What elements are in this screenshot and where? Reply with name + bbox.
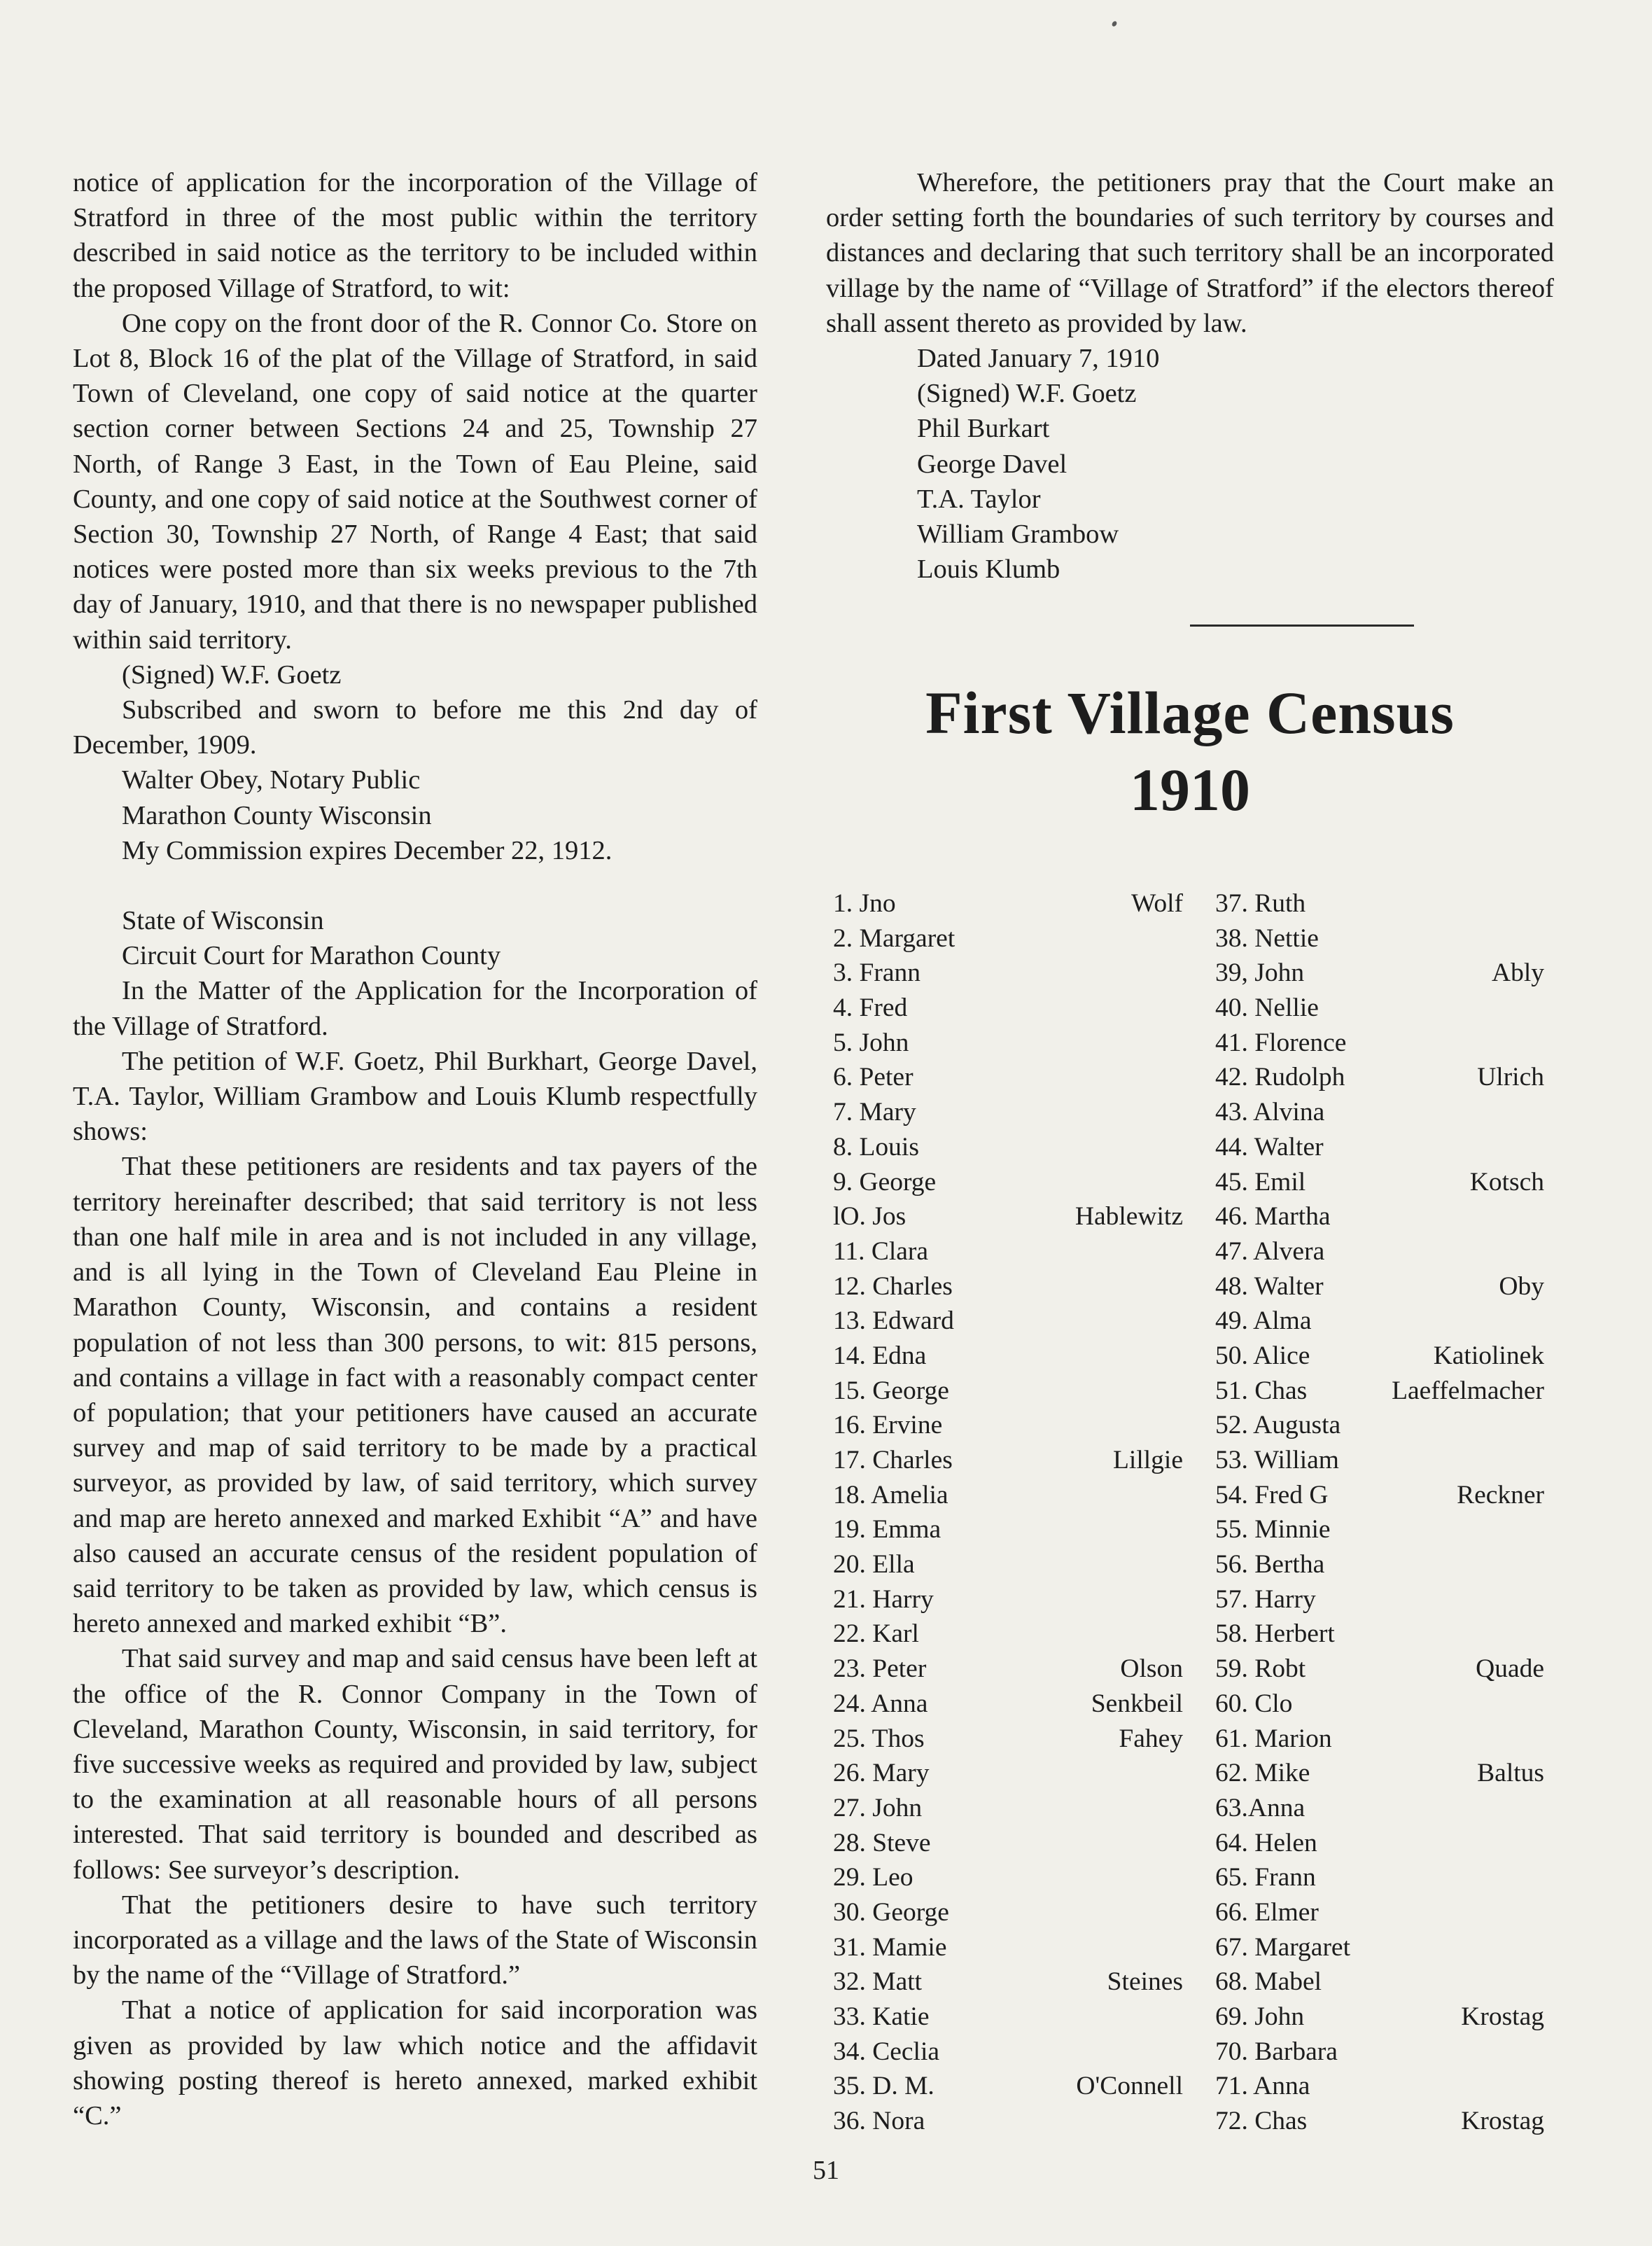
census-entry bbox=[1215, 1895, 1544, 1930]
section-divider bbox=[1190, 625, 1414, 627]
paragraph-survey-map: That said survey and map and said census have been left at the office of the R. Connor Company in the Town of Cleveland, Marathon County, Wisconsin, in said territory, for five successive weeks as required and provided by law, subject to the examination at all reasonable hours of all persons interested. That said territory is bounded and described as follows: See surveyor’s description. bbox=[73, 1644, 757, 1885]
paragraph-notice-given: That a notice of application for said incorporation was given as provided by law which notice and the affidavit showing posting thereof is hereto annexed, marked exhibit “C.” bbox=[73, 1995, 757, 2130]
census-given-name: 53. William bbox=[1215, 1446, 1339, 1474]
census-given-name: 45. Emil bbox=[1215, 1167, 1306, 1197]
census-surname bbox=[1022, 1095, 1183, 1130]
census-given-name: 54. Fred G bbox=[1215, 1480, 1329, 1509]
census-entry bbox=[833, 1756, 1183, 1791]
census-given-name: 41. Florence bbox=[1215, 1028, 1347, 1057]
census-given-name: 27. John bbox=[833, 1793, 923, 1822]
census-given-name: 30. George bbox=[833, 1897, 949, 1927]
census-given-name: 36. Nora bbox=[833, 2107, 925, 2136]
census-entry bbox=[833, 1060, 1183, 1095]
census-given-name: 32. Matt bbox=[833, 1967, 923, 1997]
signer-line: Phil Burkart bbox=[917, 414, 1050, 444]
census-given-name: 26. Mary bbox=[833, 1759, 930, 1788]
census-surname bbox=[1022, 956, 1183, 991]
census-entry bbox=[1215, 2104, 1544, 2139]
census-given-name: 12. Charles bbox=[833, 1271, 953, 1301]
census-surname bbox=[1022, 1617, 1183, 1652]
census-surname: Fahey bbox=[1119, 1724, 1183, 1753]
census-given-name: 19. Emma bbox=[833, 1515, 941, 1544]
census-entry bbox=[833, 1165, 1183, 1200]
census-surname bbox=[1362, 2069, 1544, 2104]
census-surname: Olson bbox=[1120, 1654, 1183, 1684]
census-surname bbox=[1362, 1617, 1544, 1652]
census-given-name: 14. Edna bbox=[833, 1341, 927, 1370]
census-surname: Laeffelmacher bbox=[1392, 1376, 1544, 1405]
census-given-name: lO. Jos bbox=[833, 1202, 906, 1232]
census-surname: Krostag bbox=[1461, 2002, 1544, 2031]
census-surname bbox=[1362, 1791, 1544, 1826]
census-surname bbox=[1022, 1895, 1183, 1930]
census-surname bbox=[1362, 1512, 1544, 1547]
census-entry bbox=[1215, 1165, 1544, 1200]
census-entry bbox=[833, 2104, 1183, 2139]
census-entry bbox=[833, 1199, 1183, 1234]
census-surname bbox=[1362, 1547, 1544, 1582]
census-entry bbox=[1215, 1339, 1544, 1374]
signer-line: Louis Klumb bbox=[917, 554, 1060, 585]
census-entry bbox=[833, 1860, 1183, 1895]
census-given-name: 50. Alice bbox=[1215, 1341, 1310, 1370]
census-entry bbox=[1215, 1478, 1544, 1513]
state-heading: State of Wisconsin bbox=[122, 906, 324, 936]
census-surname bbox=[1022, 2104, 1183, 2139]
census-entry bbox=[1215, 2000, 1544, 2035]
census-given-name: 72. Chas bbox=[1215, 2107, 1308, 2136]
census-given-name: 43. Alvina bbox=[1215, 1098, 1325, 1127]
census-entry bbox=[833, 1930, 1183, 1965]
census-given-name: 66. Elmer bbox=[1215, 1897, 1319, 1927]
court-heading: Circuit Court for Marathon County bbox=[122, 941, 501, 971]
census-entry bbox=[1215, 1965, 1544, 2000]
census-given-name: 48. Walter bbox=[1215, 1271, 1324, 1301]
census-surname bbox=[1362, 1130, 1544, 1165]
left-text-column bbox=[73, 165, 757, 2133]
census-given-name: 15. George bbox=[833, 1376, 949, 1405]
census-given-name: 64. Helen bbox=[1215, 1828, 1317, 1857]
census-given-name: 71. Anna bbox=[1215, 2072, 1310, 2101]
census-entry bbox=[1215, 1687, 1544, 1722]
census-surname: Baltus bbox=[1477, 1759, 1544, 1788]
census-given-name: 20. Ella bbox=[833, 1550, 915, 1579]
census-entry bbox=[1215, 886, 1544, 921]
notary-name: Walter Obey, Notary Public bbox=[122, 765, 421, 795]
page-number: 51 bbox=[813, 2156, 839, 2185]
census-entry bbox=[833, 991, 1183, 1026]
census-entry bbox=[1215, 1199, 1544, 1234]
notary-commission: My Commission expires December 22, 1912. bbox=[122, 835, 612, 865]
census-given-name: 56. Bertha bbox=[1215, 1550, 1325, 1579]
census-given-name: 23. Peter bbox=[833, 1654, 927, 1684]
census-given-name: 13. Edward bbox=[833, 1306, 954, 1336]
census-given-name: 67. Margaret bbox=[1215, 1932, 1350, 1962]
census-entry bbox=[833, 1478, 1183, 1513]
census-surname bbox=[1362, 1408, 1544, 1443]
census-list-right bbox=[1215, 886, 1544, 2139]
census-given-name: 39, John bbox=[1215, 958, 1305, 988]
census-surname bbox=[1022, 1582, 1183, 1617]
census-surname bbox=[1022, 1130, 1183, 1165]
census-entry bbox=[1215, 1512, 1544, 1547]
census-title: First Village Census bbox=[925, 679, 1455, 746]
census-entry bbox=[833, 1895, 1183, 1930]
census-given-name: 2. Margaret bbox=[833, 923, 955, 953]
signature-goetz: (Signed) W.F. Goetz bbox=[122, 660, 342, 690]
census-entry bbox=[1215, 1234, 1544, 1269]
census-surname bbox=[1022, 1339, 1183, 1374]
census-surname: Steines bbox=[1107, 1967, 1183, 1997]
census-given-name: 9. George bbox=[833, 1167, 937, 1197]
census-entry bbox=[833, 2000, 1183, 2035]
census-surname bbox=[1022, 1374, 1183, 1409]
census-given-name: 57. Harry bbox=[1215, 1584, 1316, 1614]
census-entry bbox=[833, 1130, 1183, 1165]
census-surname bbox=[1022, 1165, 1183, 1200]
census-entry bbox=[833, 921, 1183, 956]
census-surname bbox=[1022, 1512, 1183, 1547]
census-entry bbox=[833, 1026, 1183, 1061]
census-given-name: 52. Augusta bbox=[1215, 1411, 1341, 1440]
census-entry bbox=[833, 1965, 1183, 2000]
census-entry bbox=[1215, 956, 1544, 991]
census-entry bbox=[833, 1234, 1183, 1269]
census-given-name: 3. Frann bbox=[833, 958, 920, 988]
census-entry bbox=[1215, 2035, 1544, 2070]
census-entry bbox=[1215, 991, 1544, 1026]
census-given-name: 25. Thos bbox=[833, 1724, 925, 1753]
census-surname: Reckner bbox=[1457, 1480, 1544, 1509]
census-given-name: 70. Barbara bbox=[1215, 2037, 1338, 2066]
census-given-name: 31. Mamie bbox=[833, 1932, 947, 1962]
census-given-name: 29. Leo bbox=[833, 1863, 913, 1892]
census-surname bbox=[1362, 1860, 1544, 1895]
paragraph-petition: The petition of W.F. Goetz, Phil Burkhart, George Davel, T.A. Taylor, William Grambow and Louis Klumb respectfully shows: bbox=[73, 1046, 757, 1147]
census-surname bbox=[1022, 1269, 1183, 1304]
census-given-name: 16. Ervine bbox=[833, 1411, 943, 1440]
print-speck bbox=[1111, 20, 1118, 27]
census-surname: Kotsch bbox=[1469, 1167, 1544, 1197]
census-entry bbox=[833, 956, 1183, 991]
census-given-name: 58. Herbert bbox=[1215, 1619, 1335, 1649]
census-entry bbox=[1215, 2069, 1544, 2104]
census-given-name: 40. Nellie bbox=[1215, 993, 1319, 1023]
signer-line: T.A. Taylor bbox=[917, 484, 1041, 514]
census-entry bbox=[1215, 1826, 1544, 1861]
census-entry bbox=[833, 1652, 1183, 1687]
census-given-name: 62. Mike bbox=[1215, 1759, 1310, 1788]
census-surname bbox=[1022, 1756, 1183, 1791]
census-entry bbox=[833, 1304, 1183, 1339]
census-entry bbox=[1215, 1443, 1544, 1478]
paragraph-residents: That these petitioners are residents and tax payers of the territory hereinafter described; that said territory is not less than one half mile in area and is not included in any village, and is all lying in the Town of Cleveland Eau Pleine in Marathon County, Wisconsin, and contains a resident population of not less than 300 persons, to wit: 815 persons, and contains a village in fact with a reasonably compact center of population; that your petitioners have caused an accurate survey and map of said territory to be made by a practical surveyor, as provided by law, of said territory, which survey and map are hereto annexed and marked Exhibit “A” and have also caused an accurate census of the resident population of said territory to be taken as provided by law, which census is hereto annexed and marked exhibit “B”. bbox=[73, 1152, 757, 1639]
census-given-name: 55. Minnie bbox=[1215, 1515, 1331, 1544]
census-given-name: 21. Harry bbox=[833, 1584, 934, 1614]
signer-line: George Davel bbox=[917, 449, 1068, 479]
census-entry bbox=[1215, 921, 1544, 956]
census-entry bbox=[1215, 1095, 1544, 1130]
census-entry bbox=[1215, 1930, 1544, 1965]
census-given-name: 35. D. M. bbox=[833, 2072, 934, 2101]
census-surname bbox=[1362, 991, 1544, 1026]
census-entry bbox=[1215, 1026, 1544, 1061]
paragraph-notice-intro: notice of application for the incorporation of the Village of Stratford in three of the most public within the territory described in said notice as the territory to be included within the proposed Village of Stratford, to wit: bbox=[73, 168, 757, 303]
census-surname bbox=[1022, 1826, 1183, 1861]
census-surname: Quade bbox=[1476, 1654, 1544, 1684]
census-given-name: 6. Peter bbox=[833, 1063, 913, 1092]
census-surname bbox=[1022, 1408, 1183, 1443]
census-given-name: 65. Frann bbox=[1215, 1863, 1316, 1892]
census-given-name: 37. Ruth bbox=[1215, 889, 1306, 918]
census-surname: Krostag bbox=[1461, 2107, 1544, 2136]
census-entry bbox=[833, 1791, 1183, 1826]
census-surname bbox=[1362, 1895, 1544, 1930]
right-text-column bbox=[826, 165, 1554, 587]
signer-line: William Grambow bbox=[917, 519, 1119, 550]
census-surname bbox=[1362, 1965, 1544, 2000]
census-entry bbox=[833, 1095, 1183, 1130]
census-surname bbox=[1022, 1791, 1183, 1826]
census-surname bbox=[1022, 1547, 1183, 1582]
census-entry bbox=[1215, 1860, 1544, 1895]
census-entry bbox=[833, 1269, 1183, 1304]
census-given-name: 47. Alvera bbox=[1215, 1236, 1325, 1266]
census-surname bbox=[1022, 921, 1183, 956]
census-surname bbox=[1022, 2035, 1183, 2070]
census-surname bbox=[1362, 886, 1544, 921]
census-surname bbox=[1362, 1722, 1544, 1757]
census-given-name: 28. Steve bbox=[833, 1828, 931, 1857]
census-year: 1910 bbox=[1130, 756, 1250, 823]
census-given-name: 59. Robt bbox=[1215, 1654, 1306, 1684]
census-given-name: 8. Louis bbox=[833, 1132, 919, 1162]
census-surname bbox=[1022, 1860, 1183, 1895]
census-given-name: 69. John bbox=[1215, 2002, 1305, 2031]
census-entry bbox=[1215, 1304, 1544, 1339]
census-given-name: 63.Anna bbox=[1215, 1793, 1306, 1822]
census-surname bbox=[1022, 991, 1183, 1026]
census-surname: O'Connell bbox=[1076, 2072, 1183, 2101]
census-entry bbox=[833, 886, 1183, 921]
matter-heading: In the Matter of the Application for the Incorporation of the Village of Stratford. bbox=[73, 976, 757, 1041]
census-given-name: 1. Jno bbox=[833, 889, 896, 918]
census-surname bbox=[1022, 1060, 1183, 1095]
census-entry bbox=[1215, 1756, 1544, 1791]
census-entry bbox=[1215, 1547, 1544, 1582]
dated-line: Dated January 7, 1910 bbox=[917, 344, 1160, 374]
census-surname bbox=[1362, 1582, 1544, 1617]
census-entry bbox=[1215, 1582, 1544, 1617]
census-given-name: 7. Mary bbox=[833, 1098, 916, 1127]
paragraph-wherefore: Wherefore, the petitioners pray that the Court make an order setting forth the boundaries of such territory by courses and distances and declaring that such territory shall be an incorporated village by the name of “Village of Stratford” if the electors thereof shall assent thereto as provided by law. bbox=[826, 168, 1554, 338]
census-surname bbox=[1362, 921, 1544, 956]
census-given-name: 24. Anna bbox=[833, 1689, 928, 1718]
census-given-name: 17. Charles bbox=[833, 1446, 953, 1474]
census-surname: Ulrich bbox=[1477, 1063, 1544, 1092]
census-given-name: 18. Amelia bbox=[833, 1480, 948, 1509]
census-given-name: 51. Chas bbox=[1215, 1376, 1308, 1405]
census-entry bbox=[833, 1374, 1183, 1409]
census-entry bbox=[833, 1512, 1183, 1547]
census-given-name: 68. Mabel bbox=[1215, 1967, 1322, 1997]
census-list-left bbox=[833, 886, 1183, 2139]
signer-line: (Signed) W.F. Goetz bbox=[917, 379, 1137, 409]
census-surname bbox=[1362, 1443, 1544, 1478]
census-surname bbox=[1362, 1687, 1544, 1722]
census-given-name: 60. Clo bbox=[1215, 1689, 1293, 1718]
census-surname bbox=[1022, 1026, 1183, 1061]
paragraph-incorporate: That the petitioners desire to have such territory incorporated as a village and the laws of the State of Wisconsin by the name of the “Village of Stratford.” bbox=[73, 1890, 757, 1990]
census-surname bbox=[1022, 2000, 1183, 2035]
census-given-name: 34. Ceclia bbox=[833, 2037, 940, 2066]
paragraph-posting-locations: One copy on the front door of the R. Connor Co. Store on Lot 8, Block 16 of the plat of the Village of Stratford, in said Town of Cleveland, one copy of said notice at the quarter section corner between Sections 24 and 25, Township 27 North, of Range 3 East, in the Town of Eau Pleine, said County, and one copy of said notice at the Southwest corner of Section 30, Township 27 North, of Range 4 East; that said notices were posted more than six weeks previous to the 7th day of January, 1910, and that there is no newspaper published within said territory. bbox=[73, 308, 757, 655]
census-surname bbox=[1022, 1304, 1183, 1339]
census-entry bbox=[833, 1443, 1183, 1478]
census-entry bbox=[833, 1722, 1183, 1757]
census-surname: Ably bbox=[1492, 958, 1544, 988]
census-entry bbox=[833, 1687, 1183, 1722]
census-entry bbox=[833, 1582, 1183, 1617]
census-surname bbox=[1022, 1478, 1183, 1513]
census-entry bbox=[1215, 1652, 1544, 1687]
census-surname: Senkbeil bbox=[1091, 1689, 1183, 1718]
census-entry bbox=[833, 1617, 1183, 1652]
census-entry bbox=[1215, 1374, 1544, 1409]
census-surname bbox=[1362, 1026, 1544, 1061]
census-entry bbox=[1215, 1722, 1544, 1757]
census-given-name: 22. Karl bbox=[833, 1619, 919, 1649]
census-surname bbox=[1362, 1930, 1544, 1965]
census-entry bbox=[1215, 1408, 1544, 1443]
census-surname bbox=[1362, 1095, 1544, 1130]
census-surname: Hablewitz bbox=[1074, 1202, 1183, 1232]
census-given-name: 49. Alma bbox=[1215, 1306, 1312, 1336]
census-surname: Lillgie bbox=[1113, 1446, 1183, 1474]
census-surname bbox=[1022, 1234, 1183, 1269]
census-surname: Wolf bbox=[1130, 889, 1183, 918]
census-entry bbox=[833, 2035, 1183, 2070]
census-surname bbox=[1362, 1304, 1544, 1339]
census-surname bbox=[1362, 1826, 1544, 1861]
census-given-name: 33. Katie bbox=[833, 2002, 930, 2031]
census-surname: Oby bbox=[1499, 1271, 1544, 1301]
census-entry bbox=[1215, 1791, 1544, 1826]
census-surname bbox=[1022, 1930, 1183, 1965]
notary-county: Marathon County Wisconsin bbox=[122, 800, 432, 830]
census-given-name: 46. Martha bbox=[1215, 1202, 1331, 1232]
census-entry bbox=[833, 1339, 1183, 1374]
census-entry bbox=[1215, 1130, 1544, 1165]
census-given-name: 4. Fred bbox=[833, 993, 908, 1023]
census-surname bbox=[1362, 2035, 1544, 2070]
census-entry bbox=[833, 2069, 1183, 2104]
census-given-name: 61. Marion bbox=[1215, 1724, 1332, 1753]
census-surname: Katiolinek bbox=[1433, 1341, 1544, 1370]
census-entry bbox=[833, 1826, 1183, 1861]
census-entry bbox=[1215, 1269, 1544, 1304]
census-given-name: 44. Walter bbox=[1215, 1132, 1324, 1162]
census-entry bbox=[1215, 1060, 1544, 1095]
census-given-name: 11. Clara bbox=[833, 1236, 929, 1266]
census-entry bbox=[833, 1547, 1183, 1582]
paragraph-sworn: Subscribed and sworn to before me this 2nd day of December, 1909. bbox=[73, 695, 757, 760]
census-entry bbox=[833, 1408, 1183, 1443]
census-surname bbox=[1362, 1234, 1544, 1269]
census-entry bbox=[1215, 1617, 1544, 1652]
census-given-name: 5. John bbox=[833, 1028, 909, 1057]
census-surname bbox=[1362, 1199, 1544, 1234]
census-given-name: 42. Rudolph bbox=[1215, 1063, 1345, 1092]
census-given-name: 38. Nettie bbox=[1215, 923, 1319, 953]
